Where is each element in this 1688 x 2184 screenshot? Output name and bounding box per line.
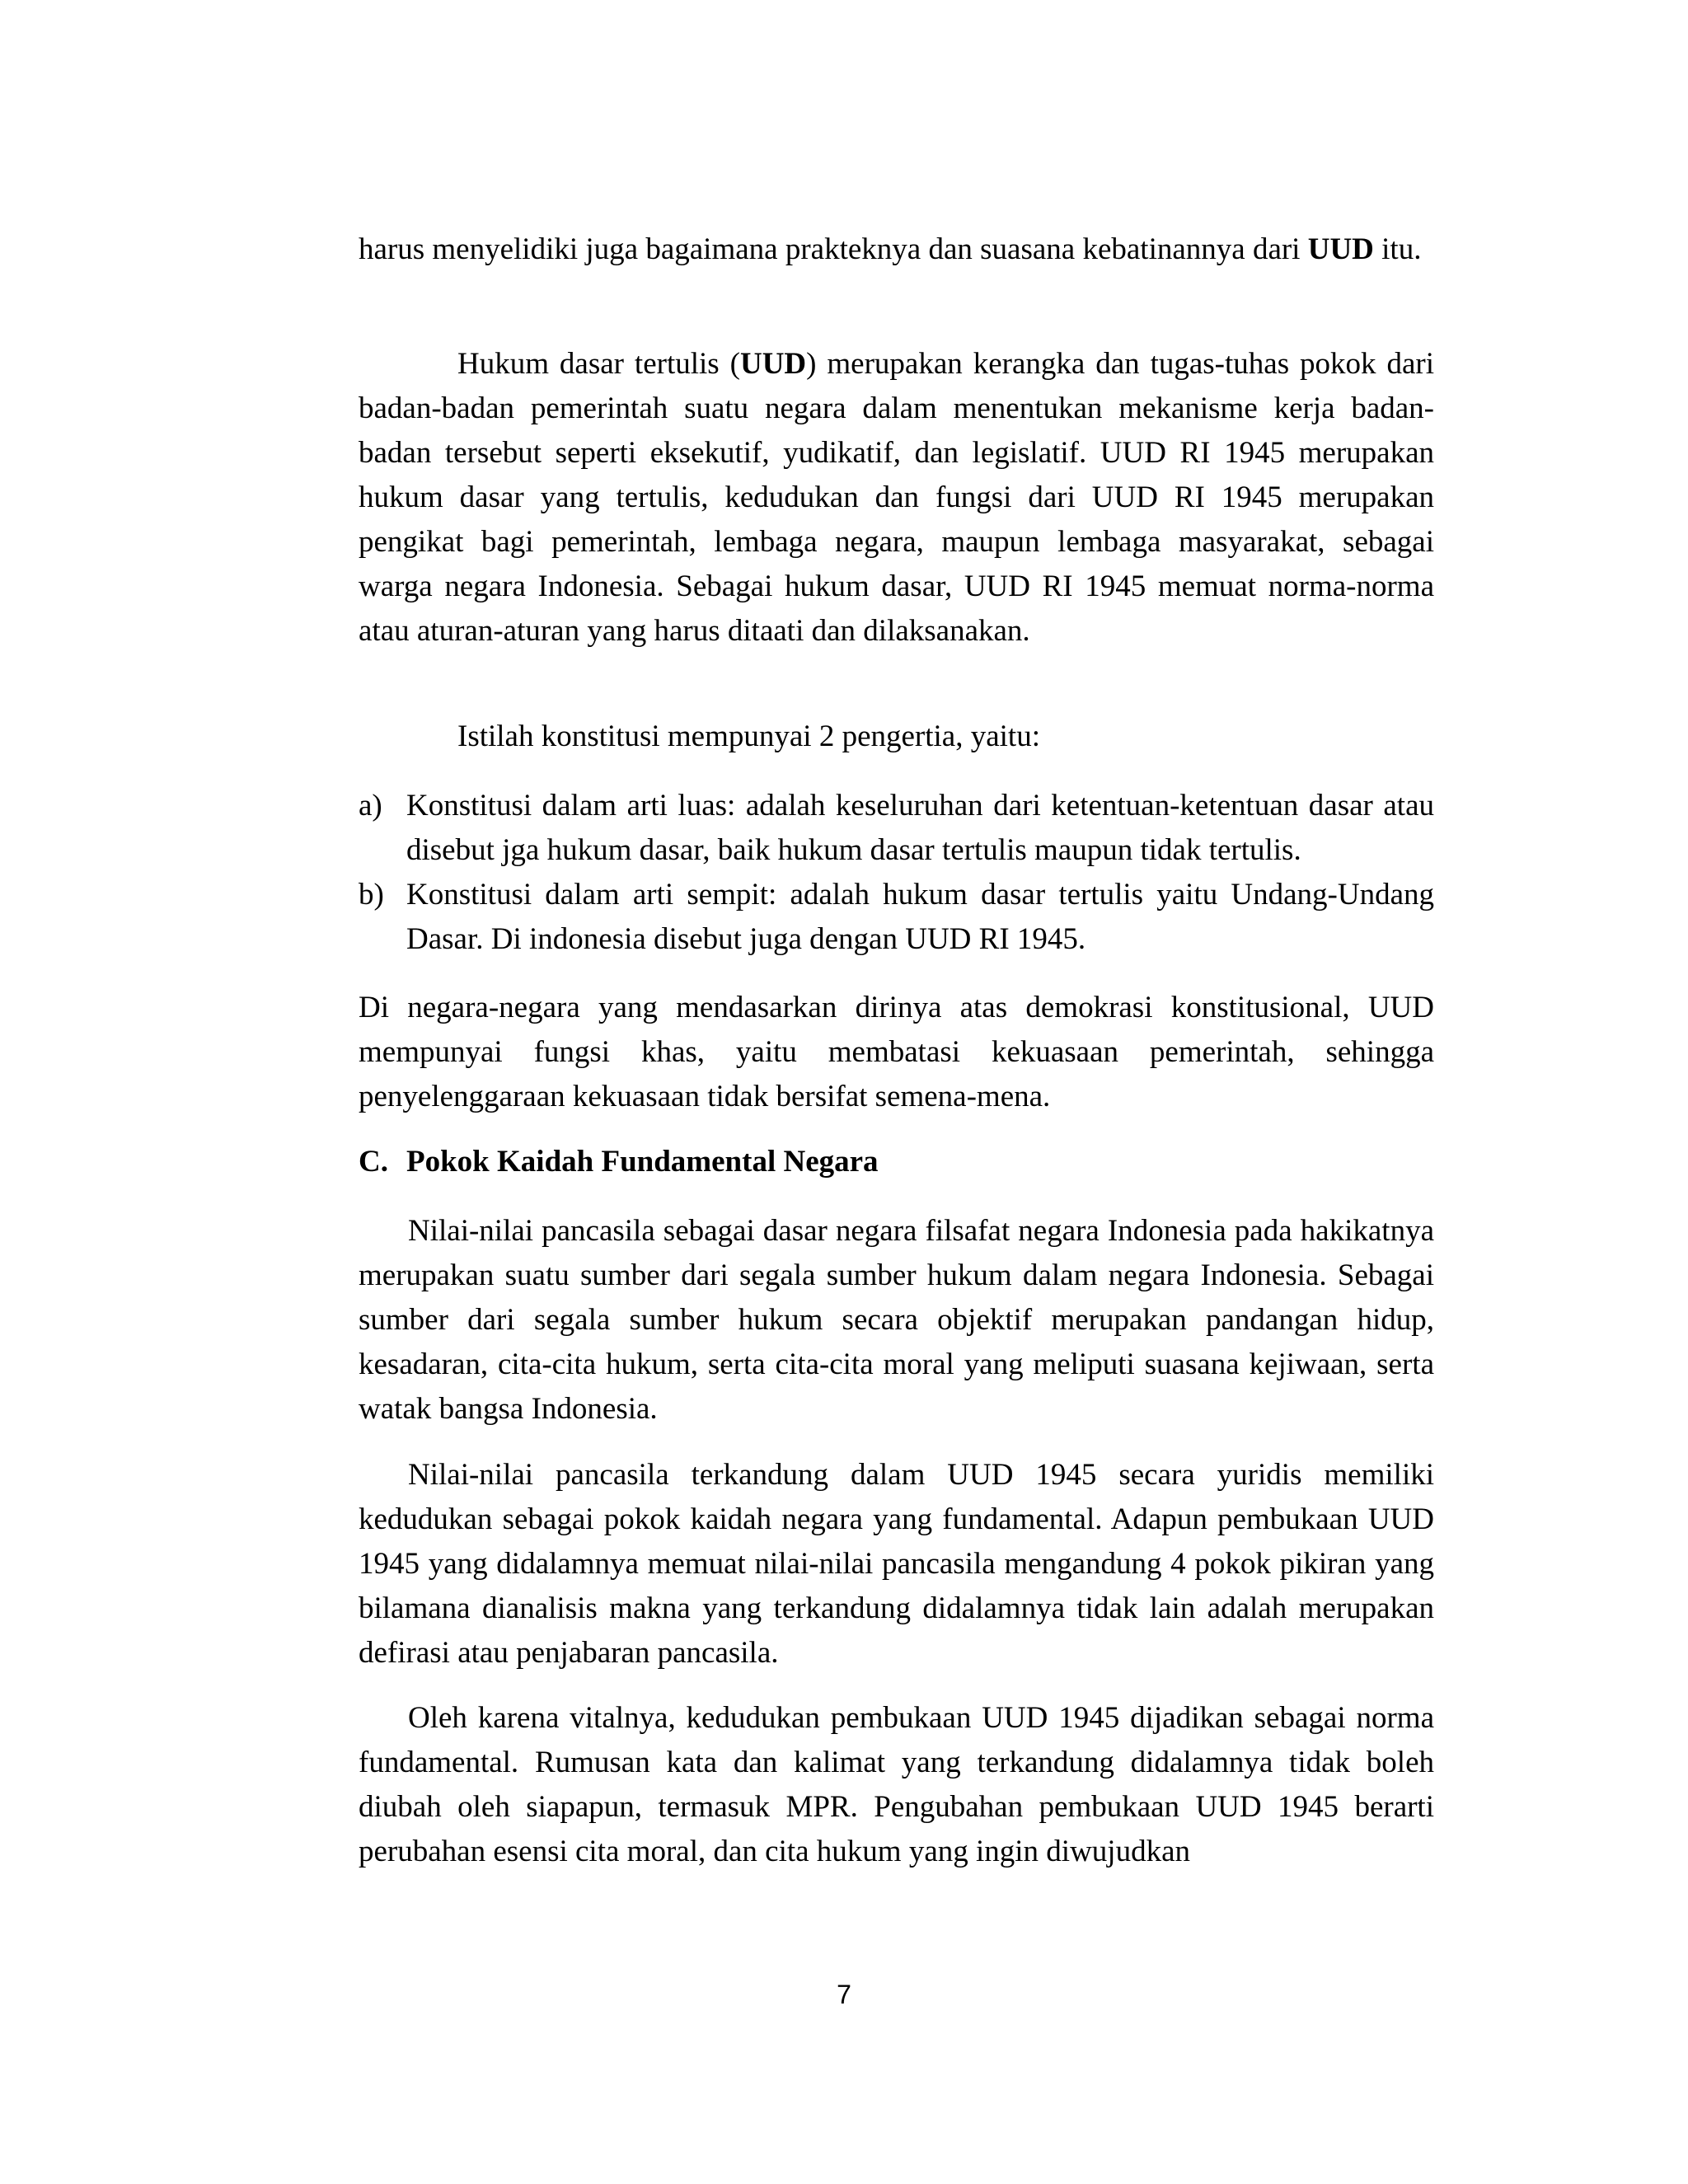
list-marker: b) [359,878,384,912]
paragraph-demokrasi: Di negara-negara yang mendasarkan dirinya atas demokrasi konstitusional, UUD mempunyai fungsi khas, yaitu membatasi kekuasaan pemerintah, sehingga penyelenggaraan kekuasaan tidak bersifat semena-mena. [359,991,1434,1113]
list-item-text: Konstitusi dalam arti sempit: adalah hukum dasar tertulis yaitu Undang-Undang Dasar. Di indonesia disebut juga dengan UUD RI 1945. [406,878,1434,956]
paragraph-text: harus menyelidiki juga bagaimana prakteknya dan suasana kebatinannya dari [359,232,1308,266]
paragraph-text: ) merupakan kerangka dan tugas-tuhas pokok dari badan-badan pemerintah suatu negara dalam menentukan mekanisme kerja badan-badan tersebut seperti eksekutif, yudikatif, dan legislatif. UUD RI 1945 merupakan hukum dasar yang tertulis, kedudukan dan fungsi dari UUD RI 1945 merupakan pengikat bagi pemerintah, lembaga negara, maupun lembaga masyarakat, sebagai warga negara Indonesia. Sebagai hukum dasar, UUD RI 1945 memuat norma-norma atau aturan-aturan yang harus ditaati dan dilaksanakan. [359,347,1435,648]
paragraph-norma-fundamental: Oleh karena vitalnya, kedudukan pembukaan UUD 1945 dijadikan sebagai norma fundamental. Rumusan kata dan kalimat yang terkandung didalamnya tidak boleh diubah oleh siapapun, termasuk MPR. Pengubahan pembukaan UUD 1945 berarti perubahan esensi cita moral, dan cita hukum yang ingin diwujudkan [359,1701,1434,1868]
section-letter: C. [359,1145,388,1179]
bold-term: UUD [1307,232,1374,266]
section-heading [359,1140,1434,1184]
paragraph-text: Hukum dasar tertulis ( [457,347,740,381]
paragraph-continuation [359,227,1434,272]
list-item [359,873,1434,962]
list-item [359,784,1434,873]
paragraph-istilah-konstitusi: Istilah konstitusi mempunyai 2 pengertia, yaitu: [457,719,1040,753]
paragraph-uud-yuridis: Nilai-nilai pancasila terkandung dalam UUD 1945 secara yuridis memiliki kedudukan sebagai pokok kaidah negara yang fundamental. Adapun pembukaan UUD 1945 yang didalamnya memuat nilai-nilai pancasila mengandung 4 pokok pikiran yang bilamana dianalisis makna yang terkandung didalamnya tidak lain adalah merupakan defirasi atau penjabaran pancasila. [359,1458,1434,1670]
list-item-text: Konstitusi dalam arti luas: adalah keseluruhan dari ketentuan-ketentuan dasar atau disebut jga hukum dasar, baik hukum dasar tertulis maupun tidak tertulis. [406,789,1434,867]
page-number: 7 [837,1980,851,2009]
bold-term: UUD [739,347,807,381]
paragraph-nilai-pancasila: Nilai-nilai pancasila sebagai dasar negara filsafat negara Indonesia pada hakikatnya merupakan suatu sumber dari segala sumber hukum dalam negara Indonesia. Sebagai sumber dari segala sumber hukum secara objektif merupakan pandangan hidup, kesadaran, cita-cita hukum, serta cita-cita moral yang meliputi suasana kejiwaan, serta watak bangsa Indonesia. [359,1214,1434,1426]
paragraph-text: itu. [1373,232,1422,266]
paragraph-hukum-dasar [359,342,1434,654]
section-title: Pokok Kaidah Fundamental Negara [406,1145,879,1179]
list-marker: a) [359,789,382,823]
